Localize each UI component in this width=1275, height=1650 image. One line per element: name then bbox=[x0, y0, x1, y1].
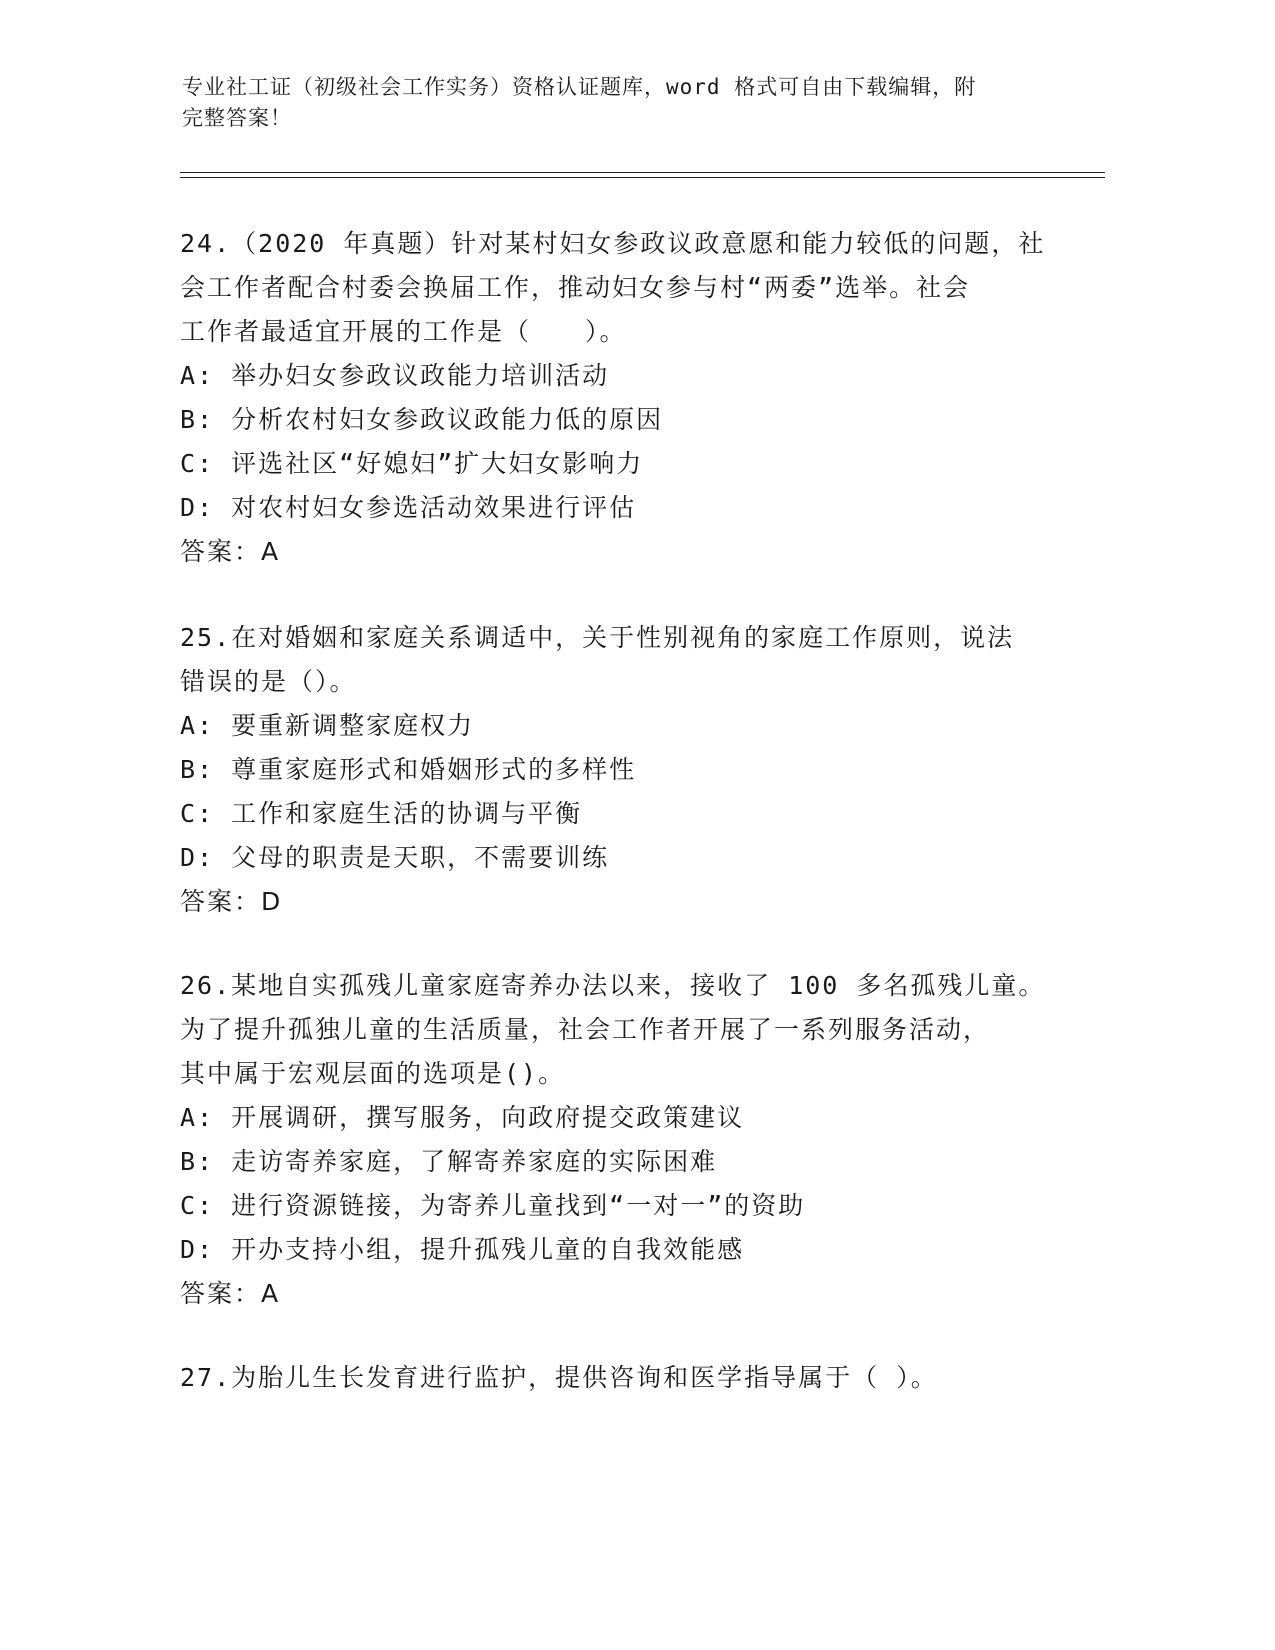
question-stem-line: 24.（2020 年真题）针对某村妇女参政议政意愿和能力较低的问题，社 bbox=[180, 229, 1046, 258]
question-stem-line: 26.某地自实孤残儿童家庭寄养办法以来，接收了 100 多名孤残儿童。 bbox=[180, 971, 1046, 1000]
option-c: C: 工作和家庭生活的协调与平衡 bbox=[180, 799, 583, 828]
question-stem-line: 27.为胎儿生长发育进行监护，提供咨询和医学指导属于（ ）。 bbox=[180, 1363, 938, 1392]
question-25 bbox=[180, 616, 1080, 924]
question-24 bbox=[180, 222, 1080, 574]
option-a: A: 要重新调整家庭权力 bbox=[180, 711, 475, 740]
question-stem-line: 为了提升孤独儿童的生活质量，社会工作者开展了一系列服务活动， bbox=[180, 1015, 991, 1044]
option-b: B: 尊重家庭形式和婚姻形式的多样性 bbox=[180, 755, 637, 784]
document-header bbox=[182, 72, 1082, 134]
question-stem-line: 工作者最适宜开展的工作是（ ）。 bbox=[180, 317, 627, 346]
option-a: A: 举办妇女参政议政能力培训活动 bbox=[180, 361, 610, 390]
question-26 bbox=[180, 964, 1080, 1316]
option-d: D: 对农村妇女参选活动效果进行评估 bbox=[180, 493, 637, 522]
option-b: B: 分析农村妇女参政议政能力低的原因 bbox=[180, 405, 664, 434]
option-c: C: 评选社区“好媳妇”扩大妇女影响力 bbox=[180, 449, 644, 478]
question-27 bbox=[180, 1356, 1080, 1400]
answer-line: 答案：A bbox=[180, 1279, 281, 1308]
header-divider-top bbox=[180, 172, 1105, 173]
header-line-2: 完整答案！ bbox=[182, 106, 292, 130]
question-stem-line: 错误的是（）。 bbox=[180, 667, 357, 696]
question-stem-line: 其中属于宏观层面的选项是()。 bbox=[180, 1059, 566, 1088]
answer-line: 答案：A bbox=[180, 537, 281, 566]
header-line-1: 专业社工证（初级社会工作实务）资格认证题库，word 格式可自由下载编辑，附 bbox=[182, 75, 977, 99]
option-a: A: 开展调研，撰写服务，向政府提交政策建议 bbox=[180, 1103, 745, 1132]
option-c: C: 进行资源链接，为寄养儿童找到“一对一”的资助 bbox=[180, 1191, 806, 1220]
option-d: D: 开办支持小组，提升孤残儿童的自我效能感 bbox=[180, 1235, 745, 1264]
header-divider-bottom bbox=[180, 177, 1105, 178]
option-d: D: 父母的职责是天职，不需要训练 bbox=[180, 843, 610, 872]
question-stem-line: 会工作者配合村委会换届工作，推动妇女参与村“两委”选举。社会 bbox=[180, 273, 971, 302]
answer-line: 答案：D bbox=[180, 887, 283, 916]
question-stem-line: 25.在对婚姻和家庭关系调适中，关于性别视角的家庭工作原则，说法 bbox=[180, 623, 1015, 652]
option-b: B: 走访寄养家庭，了解寄养家庭的实际困难 bbox=[180, 1147, 718, 1176]
